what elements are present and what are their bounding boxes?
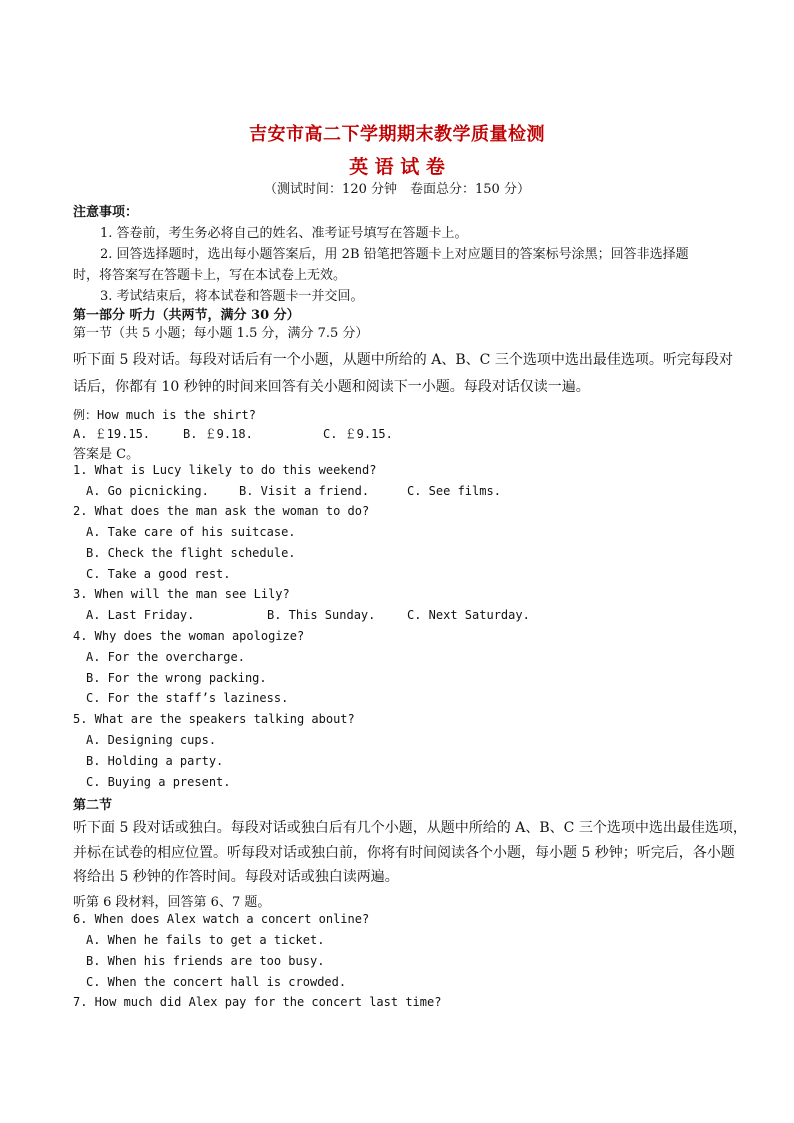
example-option-c: C. ￡9.15.	[323, 427, 393, 441]
question-6-option-a: A. When he fails to get a ticket.	[86, 933, 325, 947]
question-6-option-b: B. When his friends are too busy.	[86, 954, 325, 968]
example-answer: 答案是 C。	[73, 447, 140, 462]
notice-item-2-line-1: 2. 回答选择题时，选出每小题答案后，用 2B 铅笔把答题卡上对应题目的答案标号涂黑；回答非选择题	[100, 247, 689, 262]
question-7: 7. How much did Alex pay for the concert last time?	[73, 995, 442, 1009]
example-option-b: B. ￡9.18.	[183, 427, 253, 441]
question-5: 5. What are the speakers talking about?	[73, 712, 355, 726]
material-6-heading: 听第 6 段材料，回答第 6、7 题。	[73, 895, 271, 910]
question-4-option-a: A. For the overcharge.	[86, 650, 245, 664]
part1-heading: 第一部分 听力（共两节，满分 30 分）	[73, 308, 300, 323]
section2-instruction-line-3: 将给出 5 秒钟的作答时间。每段对话或独白读两遍。	[73, 869, 399, 885]
example-option-a: A. ￡19.15.	[73, 427, 151, 441]
example-question: 例：How much is the shirt?	[73, 408, 256, 422]
notice-item-3: 3. 考试结束后，将本试卷和答题卡一并交回。	[100, 289, 364, 304]
section2-instruction-line-2: 并标在试卷的相应位置。听每段对话或独白前，你将有时间阅读各个小题，每小题 5 秒钟；听完后，各小题	[73, 845, 735, 861]
question-5-option-a: A. Designing cups.	[86, 733, 217, 747]
question-5-option-c: C. Buying a present.	[86, 775, 231, 789]
section2-instruction-line-1: 听下面 5 段对话或独白。每段对话或独白后有几个小题，从题中所给的 A、B、C 三个选项中选出最佳选项，	[73, 820, 747, 836]
section1-instruction-line-2: 话后，你都有 10 秒钟的时间来回答有关小题和阅读下一小题。每段对话仅读一遍。	[73, 379, 590, 395]
question-4-option-c: C. For the staff’s laziness.	[86, 691, 289, 705]
question-3: 3. When will the man see Lily?	[73, 587, 290, 601]
question-4: 4. Why does the woman apologize?	[73, 629, 305, 643]
question-3-option-c: C. Next Saturday.	[407, 608, 530, 622]
section2-heading: 第二节	[73, 798, 113, 813]
question-2-option-b: B. Check the flight schedule.	[86, 546, 296, 560]
question-3-option-a: A. Last Friday.	[86, 608, 195, 622]
question-3-option-b: B. This Sunday.	[267, 608, 376, 622]
question-1-option-b: B. Visit a friend.	[239, 484, 370, 498]
exam-title: 吉安市高二下学期期末教学质量检测	[249, 124, 545, 145]
notice-item-2-line-2: 时，将答案写在答题卡上，写在本试卷上无效。	[73, 268, 347, 283]
section1-instruction-line-1: 听下面 5 段对话。每段对话后有一个小题，从题中所给的 A、B、C 三个选项中选出最佳选项。听完每段对	[73, 352, 733, 368]
question-1-option-a: A. Go picnicking.	[86, 484, 209, 498]
exam-meta: （测试时间：120 分钟 卷面总分：150 分）	[264, 182, 530, 197]
question-4-option-b: B. For the wrong packing.	[86, 671, 267, 685]
exam-subtitle: 英 语 试 卷	[349, 156, 445, 178]
question-6: 6. When does Alex watch a concert online?	[73, 912, 370, 926]
question-2-option-c: C. Take a good rest.	[86, 567, 231, 581]
question-6-option-c: C. When the concert hall is crowded.	[86, 975, 347, 989]
question-2-option-a: A. Take care of his suitcase.	[86, 525, 296, 539]
notice-item-1: 1. 答卷前，考生务必将自己的姓名、准考证号填写在答题卡上。	[100, 226, 468, 241]
notice-heading: 注意事项：	[73, 205, 139, 220]
question-2: 2. What does the man ask the woman to do?	[73, 504, 370, 518]
question-5-option-b: B. Holding a party.	[86, 754, 224, 768]
section1-heading: 第一节（共 5 小题；每小题 1.5 分，满分 7.5 分）	[73, 326, 369, 341]
question-1-option-c: C. See films.	[407, 484, 501, 498]
question-1: 1. What is Lucy likely to do this weekend?	[73, 463, 377, 477]
